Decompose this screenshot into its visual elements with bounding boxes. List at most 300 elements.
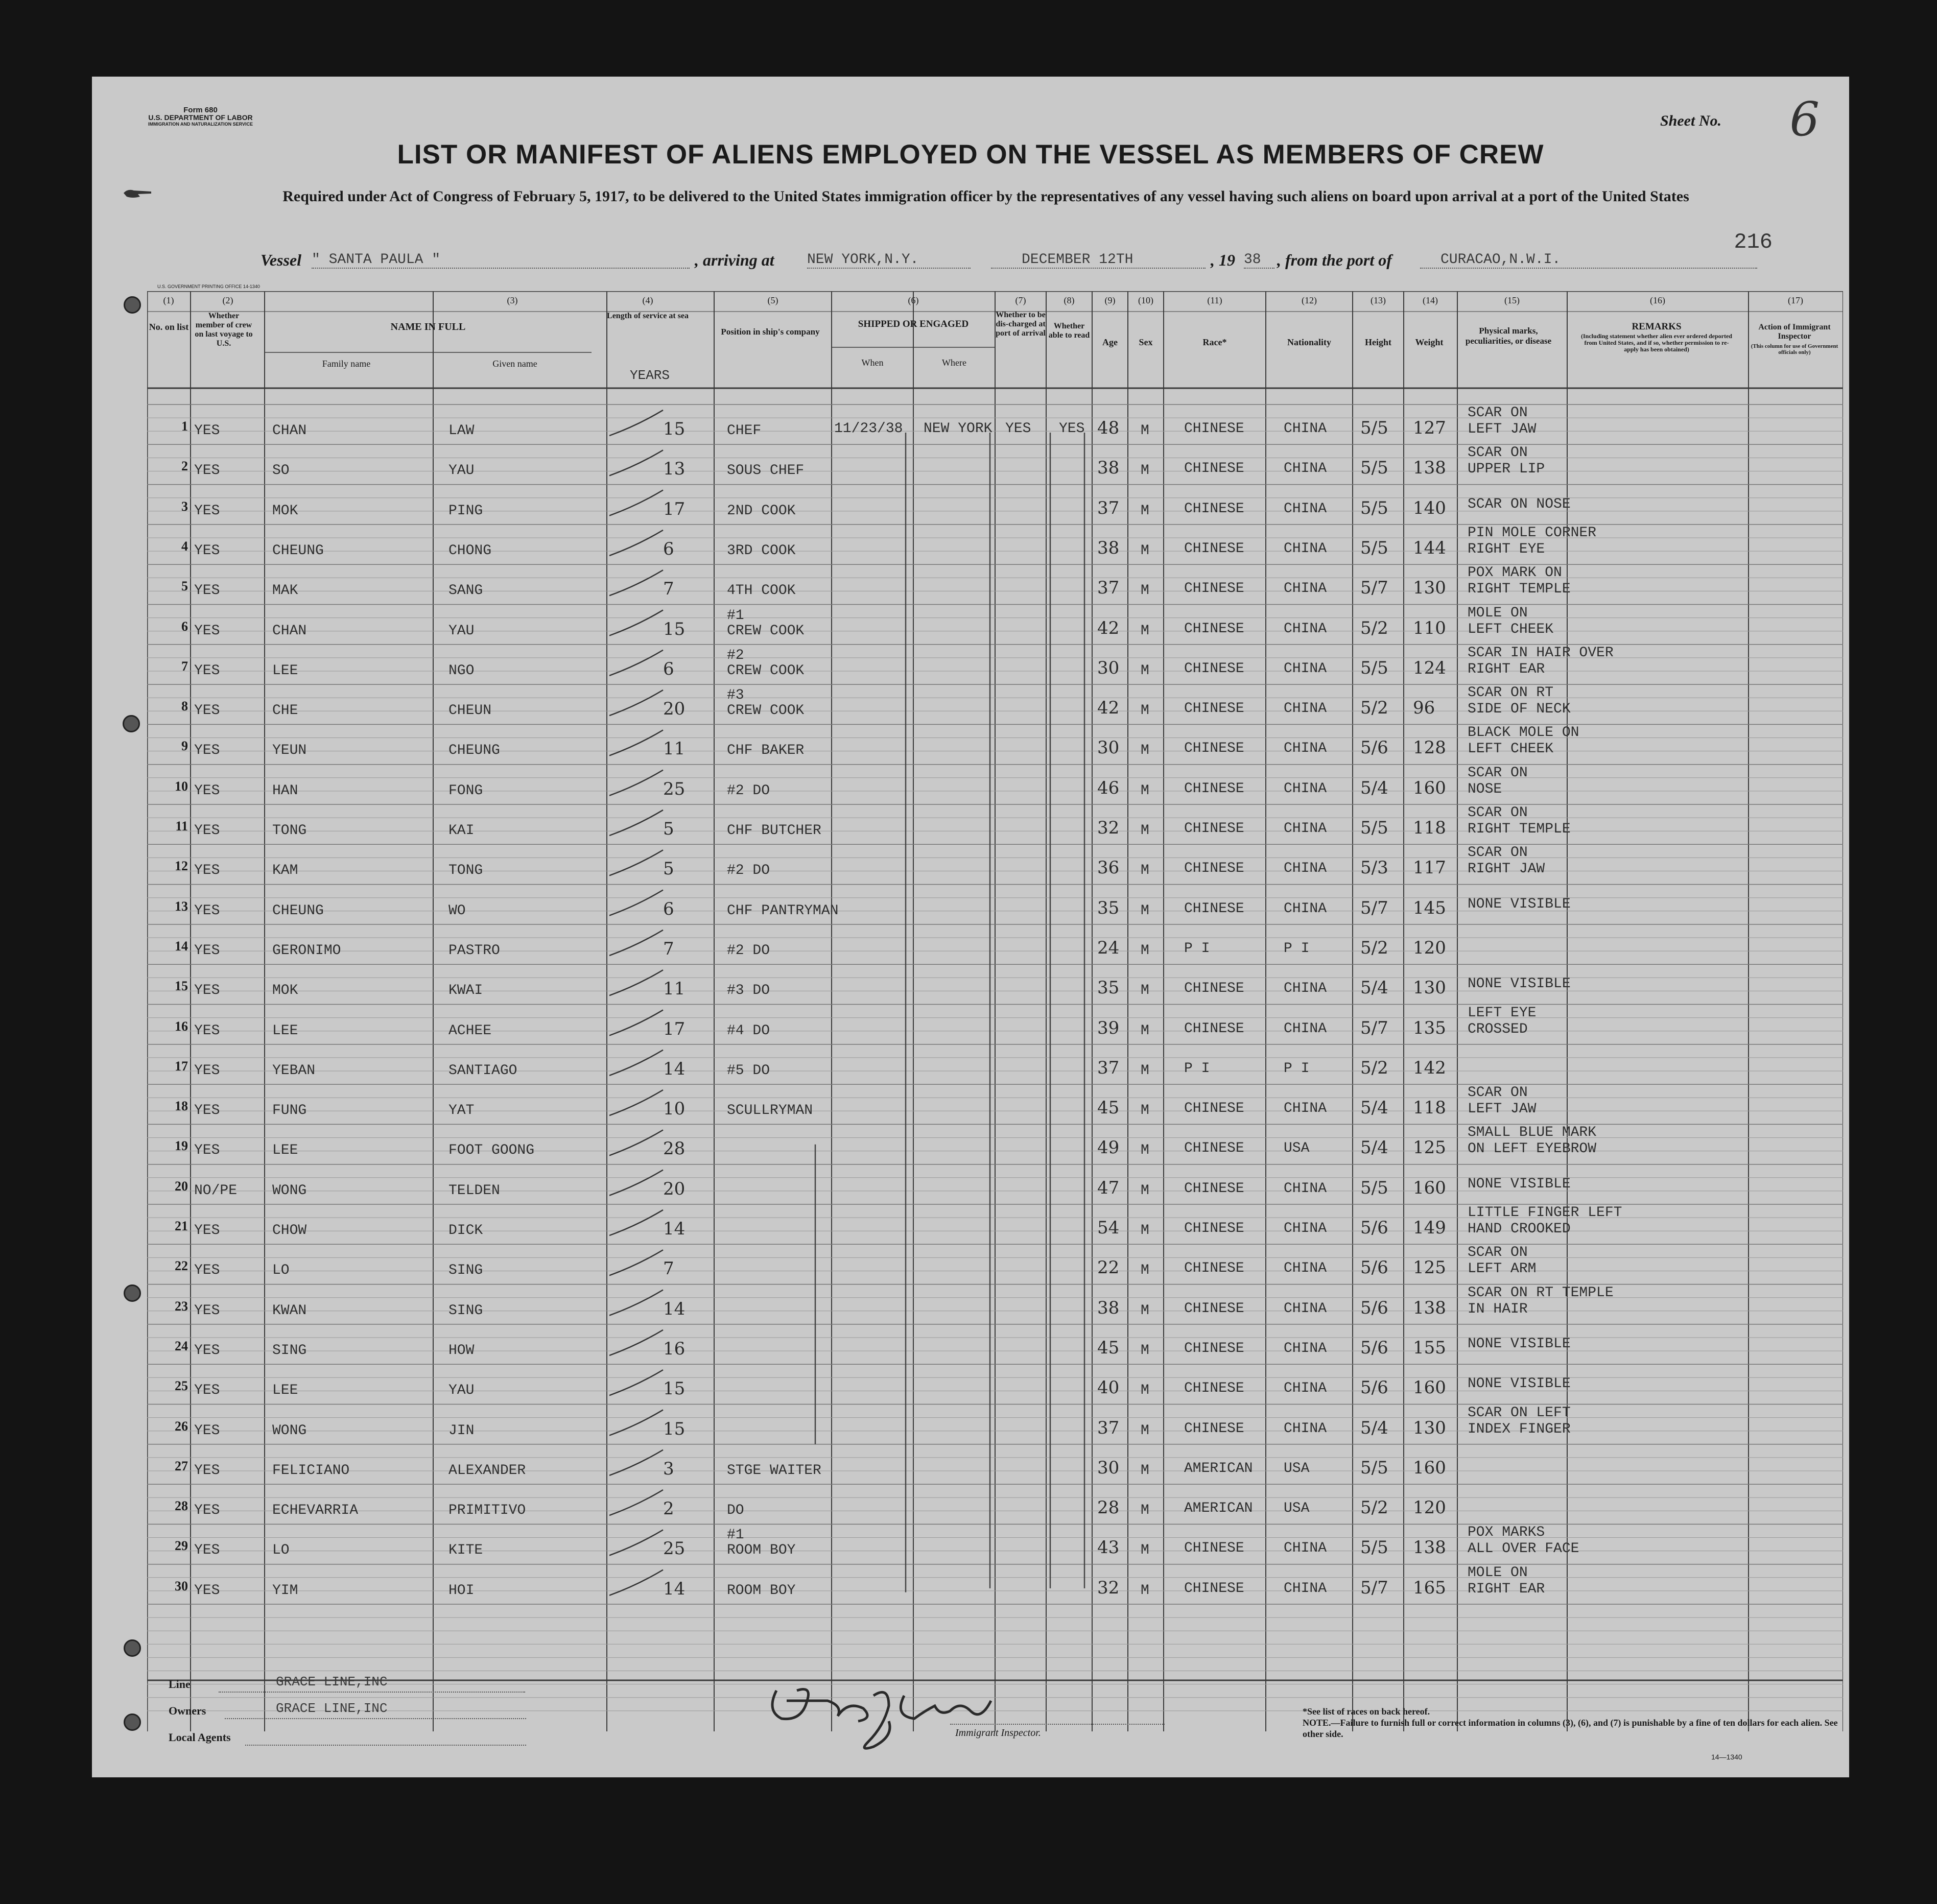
form-code: 14—1340 <box>1711 1753 1742 1761</box>
arrival-port: NEW YORK,N.Y. <box>807 252 971 269</box>
physical-marks: POX MARKS <box>1468 1525 1545 1541</box>
sex: M <box>1141 902 1149 919</box>
position: SCULLRYMAN <box>727 1103 813 1119</box>
age: 37 <box>1097 1417 1120 1438</box>
column-number: (10) <box>1138 295 1153 305</box>
physical-marks: LITTLE FINGER LEFT <box>1468 1205 1622 1221</box>
row-number: 10 <box>175 778 188 794</box>
physical-marks: MOLE ON <box>1468 1564 1528 1581</box>
race: CHINESE <box>1184 1140 1244 1157</box>
position: 4TH COOK <box>727 583 796 599</box>
nationality: CHINA <box>1284 1221 1327 1236</box>
height: 5/5 <box>1360 537 1388 558</box>
header-last-voyage: Whether member of crew on last voyage to U.S. <box>195 312 253 348</box>
column-number: (7) <box>1015 295 1026 305</box>
nationality: CHINA <box>1284 581 1327 597</box>
last-voyage: YES <box>194 662 220 679</box>
header-able-read: Whether able to read <box>1048 322 1090 340</box>
given-name: CHEUNG <box>448 743 500 759</box>
physical-marks: SCAR IN HAIR OVER <box>1468 645 1614 661</box>
given-name: HOI <box>448 1582 475 1599</box>
sex: M <box>1141 1302 1149 1319</box>
row-number: 11 <box>175 819 188 834</box>
physical-marks: PIN MOLE CORNER <box>1468 525 1597 541</box>
given-name: KITE <box>448 1542 483 1559</box>
sex: M <box>1141 542 1149 559</box>
race: P I <box>1184 1060 1210 1077</box>
last-voyage: YES <box>194 1582 220 1599</box>
race: CHINESE <box>1184 1381 1244 1397</box>
family-name: CHAN <box>272 423 307 439</box>
service-years: 14 <box>663 1219 686 1239</box>
sex: M <box>1141 1143 1149 1159</box>
weight: 144 <box>1413 537 1446 558</box>
given-name: SANG <box>448 583 483 599</box>
nationality: CHINA <box>1284 1580 1327 1597</box>
physical-marks: SCAR ON <box>1468 405 1528 421</box>
nationality: CHINA <box>1284 621 1327 637</box>
family-name: CHAN <box>272 623 307 639</box>
last-voyage: YES <box>194 823 220 839</box>
family-name: TONG <box>272 823 307 839</box>
age: 24 <box>1097 937 1120 958</box>
weight: 165 <box>1413 1577 1446 1598</box>
weight: 118 <box>1413 1098 1446 1118</box>
physical-marks: CROSSED <box>1468 1021 1528 1037</box>
manifest-sheet <box>92 77 1849 1777</box>
physical-marks: RIGHT TEMPLE <box>1468 581 1571 598</box>
age: 38 <box>1097 1297 1120 1318</box>
header-when: When <box>861 358 884 368</box>
physical-marks: SCAR ON <box>1468 445 1528 461</box>
last-voyage: YES <box>194 583 220 599</box>
age: 45 <box>1097 1098 1120 1118</box>
race: CHINESE <box>1184 1180 1244 1197</box>
service-years: 25 <box>663 1538 686 1559</box>
nationality: USA <box>1284 1501 1310 1517</box>
last-voyage: YES <box>194 542 220 559</box>
height: 5/5 <box>1360 1177 1388 1198</box>
given-name: SING <box>448 1302 483 1319</box>
department: U.S. DEPARTMENT OF LABOR <box>148 113 253 122</box>
weight: 130 <box>1413 578 1446 599</box>
age: 42 <box>1097 617 1120 638</box>
race: CHINESE <box>1184 621 1244 637</box>
reference-number: 216 <box>1734 230 1773 254</box>
position: DO <box>727 1503 744 1519</box>
nationality: P I <box>1284 940 1310 957</box>
weight: 125 <box>1413 1137 1446 1158</box>
race: CHINESE <box>1184 1300 1244 1317</box>
last-voyage: YES <box>194 1342 220 1359</box>
header-age: Age <box>1102 337 1118 347</box>
race: CHINESE <box>1184 1420 1244 1437</box>
given-name: LAW <box>448 423 475 439</box>
nationality: USA <box>1284 1460 1310 1477</box>
physical-marks: LEFT JAW <box>1468 421 1537 437</box>
height: 5/5 <box>1360 818 1388 838</box>
row-number: 21 <box>175 1219 188 1233</box>
discharged: YES <box>1005 421 1031 437</box>
nationality: CHINA <box>1284 1540 1327 1557</box>
weight: 160 <box>1413 777 1446 798</box>
family-name: WONG <box>272 1422 307 1439</box>
height: 5/2 <box>1360 937 1388 958</box>
footer-owners-value: GRACE LINE,INC <box>276 1701 388 1716</box>
service-years: 17 <box>663 1018 686 1039</box>
given-name: JIN <box>448 1422 475 1439</box>
family-name: MOK <box>272 983 298 999</box>
service-years: 5 <box>663 819 674 839</box>
row-number: 3 <box>181 498 188 514</box>
sex: M <box>1141 983 1149 999</box>
last-voyage: YES <box>194 1462 220 1479</box>
physical-marks: SCAR ON RT TEMPLE <box>1468 1284 1614 1301</box>
height: 5/6 <box>1360 1257 1388 1278</box>
position: CHF PANTRYMAN <box>727 902 839 919</box>
row-number: 27 <box>175 1458 188 1473</box>
height: 5/7 <box>1360 1577 1388 1598</box>
column-number: (5) <box>767 295 778 305</box>
given-name: FOOT GOONG <box>448 1143 535 1159</box>
family-name: KWAN <box>272 1302 307 1319</box>
race: CHINESE <box>1184 1340 1244 1356</box>
age: 37 <box>1097 497 1120 518</box>
last-voyage: YES <box>194 1542 220 1559</box>
height: 5/4 <box>1360 1417 1388 1438</box>
position: ROOM BOY <box>727 1542 796 1559</box>
footer-agents-rule <box>245 1745 526 1746</box>
given-name: SING <box>448 1263 483 1279</box>
family-name: WONG <box>272 1182 307 1199</box>
age: 42 <box>1097 698 1120 719</box>
last-voyage: YES <box>194 743 220 759</box>
family-name: MOK <box>272 503 298 519</box>
sex: M <box>1141 782 1149 799</box>
sex: M <box>1141 942 1149 959</box>
position-number: #3 <box>727 687 744 704</box>
sex: M <box>1141 463 1149 479</box>
column-number: (4) <box>642 295 653 305</box>
header-years: YEARS <box>630 368 670 383</box>
nationality: CHINA <box>1284 780 1327 797</box>
position: #2 DO <box>727 863 770 879</box>
family-name: YEUN <box>272 743 307 759</box>
column-number: (12) <box>1302 295 1317 305</box>
weight: 160 <box>1413 1177 1446 1198</box>
row-number: 17 <box>175 1058 188 1074</box>
given-name: YAU <box>448 463 475 479</box>
nationality: CHINA <box>1284 1180 1327 1197</box>
position-number: #1 <box>727 1527 744 1543</box>
weight: 127 <box>1413 418 1446 438</box>
given-name: WO <box>448 902 466 919</box>
physical-marks: SCAR ON RT <box>1468 685 1554 701</box>
height: 5/5 <box>1360 1457 1388 1478</box>
footer-owners-rule <box>225 1718 526 1719</box>
header-nationality: Nationality <box>1287 337 1331 347</box>
age: 30 <box>1097 657 1120 678</box>
physical-marks: LEFT CHEEK <box>1468 741 1554 757</box>
last-voyage: YES <box>194 1143 220 1159</box>
service-years: 10 <box>663 1099 686 1120</box>
race: CHINESE <box>1184 780 1244 797</box>
age: 43 <box>1097 1537 1120 1558</box>
sheet-number-label: Sheet No. <box>1660 112 1721 129</box>
nationality: CHINA <box>1284 821 1327 837</box>
weight: 135 <box>1413 1017 1446 1038</box>
service-years: 7 <box>663 579 674 600</box>
weight: 160 <box>1413 1457 1446 1478</box>
row-number: 4 <box>181 538 188 554</box>
race: CHINESE <box>1184 660 1244 677</box>
position: CREW COOK <box>727 703 805 719</box>
vessel-label: Vessel <box>261 251 301 269</box>
sex: M <box>1141 743 1149 759</box>
nationality: CHINA <box>1284 1420 1327 1437</box>
physical-marks: SCAR ON <box>1468 805 1528 821</box>
footer-note <box>1303 1706 1839 1740</box>
header-action: Action of Immigrant Inspector <box>1758 323 1831 341</box>
given-name: TONG <box>448 863 483 879</box>
race: CHINESE <box>1184 1540 1244 1557</box>
last-voyage: YES <box>194 1263 220 1279</box>
weight: 142 <box>1413 1057 1446 1078</box>
family-name: CHOW <box>272 1223 307 1239</box>
height: 5/5 <box>1360 657 1388 678</box>
race: CHINESE <box>1184 981 1244 997</box>
physical-marks: SCAR ON NOSE <box>1468 496 1571 512</box>
physical-marks: SCAR ON <box>1468 1085 1528 1101</box>
given-name: YAT <box>448 1103 475 1119</box>
height: 5/2 <box>1360 698 1388 719</box>
weight: 96 <box>1413 698 1435 719</box>
footer-line-value: GRACE LINE,INC <box>276 1674 388 1689</box>
given-name: HOW <box>448 1342 475 1359</box>
column-number: (6) <box>908 295 919 305</box>
age: 54 <box>1097 1218 1120 1238</box>
age: 28 <box>1097 1497 1120 1518</box>
note-text: NOTE.—Failure to furnish full or correct information in columns (3), (6), and (7) is punishable by a fine of ten dollars for each alien. See other side. <box>1303 1718 1838 1739</box>
sex: M <box>1141 823 1149 839</box>
nationality: CHINA <box>1284 421 1327 437</box>
arrival-date: DECEMBER 12TH <box>991 252 1206 269</box>
row-number: 2 <box>181 459 188 474</box>
height: 5/4 <box>1360 1137 1388 1158</box>
footer-line-label: Line <box>169 1678 191 1691</box>
service-years: 3 <box>663 1458 674 1479</box>
family-name: FELICIANO <box>272 1462 350 1479</box>
column-number: (17) <box>1788 295 1803 305</box>
age: 45 <box>1097 1337 1120 1358</box>
family-name: CHEUNG <box>272 542 324 559</box>
given-name: CHONG <box>448 542 492 559</box>
inspector-signature <box>756 1670 1011 1757</box>
nationality: CHINA <box>1284 1260 1327 1277</box>
family-name: SO <box>272 463 290 479</box>
family-name: LEE <box>272 662 298 679</box>
family-name: LEE <box>272 1022 298 1039</box>
last-voyage: YES <box>194 902 220 919</box>
service-years: 15 <box>663 419 686 439</box>
arrival-year: 38 <box>1244 252 1274 269</box>
weight: 145 <box>1413 897 1446 918</box>
physical-marks: SIDE OF NECK <box>1468 701 1571 718</box>
sex: M <box>1141 1422 1149 1439</box>
shipped-when: 11/23/38 <box>834 421 903 437</box>
row-number: 13 <box>175 898 188 914</box>
height: 5/7 <box>1360 897 1388 918</box>
last-voyage: YES <box>194 983 220 999</box>
position: CREW COOK <box>727 662 805 679</box>
vessel-name: " SANTA PAULA " <box>312 252 690 269</box>
physical-marks: MOLE ON <box>1468 605 1528 621</box>
row-number: 5 <box>181 579 188 594</box>
physical-marks: SMALL BLUE MARK <box>1468 1125 1597 1141</box>
row-number: 15 <box>175 979 188 994</box>
race: CHINESE <box>1184 1221 1244 1236</box>
race: CHINESE <box>1184 581 1244 597</box>
height: 5/5 <box>1360 458 1388 479</box>
last-voyage: YES <box>194 463 220 479</box>
row-number: 14 <box>175 938 188 954</box>
family-name: ECHEVARRIA <box>272 1503 359 1519</box>
height: 5/5 <box>1360 1537 1388 1558</box>
physical-marks: RIGHT JAW <box>1468 861 1545 877</box>
last-voyage: YES <box>194 1383 220 1399</box>
age: 22 <box>1097 1257 1120 1278</box>
column-number: (16) <box>1650 295 1665 305</box>
service-years: 11 <box>663 979 686 999</box>
row-number: 28 <box>175 1498 188 1514</box>
weight: 138 <box>1413 1537 1446 1558</box>
service-years: 15 <box>663 1418 686 1439</box>
position: CHEF <box>727 423 762 439</box>
last-voyage: YES <box>194 703 220 719</box>
row-number: 20 <box>175 1178 188 1194</box>
height: 5/6 <box>1360 1377 1388 1398</box>
sex: M <box>1141 1503 1149 1519</box>
year-prefix: , 19 <box>1211 251 1235 269</box>
last-voyage: YES <box>194 423 220 439</box>
header-race: Race* <box>1202 337 1227 347</box>
height: 5/2 <box>1360 1497 1388 1518</box>
family-name: LO <box>272 1542 290 1559</box>
header-name-in-full: NAME IN FULL <box>390 321 466 332</box>
last-voyage: YES <box>194 942 220 959</box>
race: CHINESE <box>1184 1260 1244 1277</box>
physical-marks: IN HAIR <box>1468 1301 1528 1317</box>
weight: 120 <box>1413 1497 1446 1518</box>
service: IMMIGRATION AND NATURALIZATION SERVICE <box>148 122 253 127</box>
physical-marks: ON LEFT EYEBROW <box>1468 1141 1597 1157</box>
column-number: (11) <box>1207 295 1222 305</box>
weight: 155 <box>1413 1337 1446 1358</box>
physical-marks: POX MARK ON <box>1468 565 1562 581</box>
physical-marks: LEFT ARM <box>1468 1261 1537 1277</box>
age: 36 <box>1097 858 1120 878</box>
age: 38 <box>1097 537 1120 558</box>
height: 5/3 <box>1360 858 1388 878</box>
position: SOUS CHEF <box>727 463 805 479</box>
given-name: NGO <box>448 662 475 679</box>
given-name: PING <box>448 503 483 519</box>
column-number: (8) <box>1064 295 1075 305</box>
nationality: CHINA <box>1284 660 1327 677</box>
physical-marks: RIGHT TEMPLE <box>1468 821 1571 837</box>
header-where: Where <box>942 358 966 368</box>
row-number: 16 <box>175 1018 188 1034</box>
column-number: (3) <box>507 295 518 305</box>
service-years: 7 <box>663 1258 674 1279</box>
family-name: KAM <box>272 863 298 879</box>
nationality: CHINA <box>1284 1300 1327 1317</box>
given-name: YAU <box>448 623 475 639</box>
column-number: (2) <box>222 295 233 305</box>
last-voyage: YES <box>194 503 220 519</box>
from-port-label: , from the port of <box>1277 251 1392 269</box>
given-name: YAU <box>448 1383 475 1399</box>
row-number: 8 <box>181 699 188 714</box>
footer-agents-label: Local Agents <box>169 1731 231 1744</box>
height: 5/5 <box>1360 497 1388 518</box>
physical-marks: NOSE <box>1468 781 1502 797</box>
row-number: 22 <box>175 1258 188 1274</box>
last-voyage: YES <box>194 623 220 639</box>
note-races: *See list of races on back hereof. <box>1303 1706 1430 1717</box>
weight: 130 <box>1413 978 1446 998</box>
header-family-name: Family name <box>322 359 371 369</box>
family-name: HAN <box>272 782 298 799</box>
age: 35 <box>1097 897 1120 918</box>
row-number: 6 <box>181 618 188 634</box>
age: 32 <box>1097 818 1120 838</box>
inspector-rule <box>950 1724 1165 1725</box>
service-years: 14 <box>663 1578 686 1599</box>
sex: M <box>1141 1383 1149 1399</box>
service-years: 20 <box>663 699 686 720</box>
physical-marks: RIGHT EAR <box>1468 661 1545 677</box>
given-name: TELDEN <box>448 1182 500 1199</box>
row-number: 9 <box>181 739 188 754</box>
sex: M <box>1141 1542 1149 1559</box>
family-name: LO <box>272 1263 290 1279</box>
family-name: MAK <box>272 583 298 599</box>
sex: M <box>1141 703 1149 719</box>
physical-marks: SCAR ON <box>1468 1245 1528 1261</box>
header-sex: Sex <box>1139 337 1153 347</box>
family-name: YEBAN <box>272 1062 316 1079</box>
height: 5/7 <box>1360 1017 1388 1038</box>
age: 40 <box>1097 1377 1120 1398</box>
nationality: CHINA <box>1284 501 1327 517</box>
physical-marks: RIGHT EAR <box>1468 1581 1545 1597</box>
position: #3 DO <box>727 983 770 999</box>
physical-marks: BLACK MOLE ON <box>1468 725 1579 741</box>
race: CHINESE <box>1184 1020 1244 1037</box>
sex: M <box>1141 662 1149 679</box>
height: 5/6 <box>1360 1337 1388 1358</box>
weight: 130 <box>1413 1417 1446 1438</box>
sex: M <box>1141 1582 1149 1599</box>
weight: 120 <box>1413 937 1446 958</box>
last-voyage: YES <box>194 1302 220 1319</box>
sex: M <box>1141 1182 1149 1199</box>
position-number: #1 <box>727 607 744 624</box>
weight: 118 <box>1413 818 1446 838</box>
physical-marks: UPPER LIP <box>1468 461 1545 478</box>
sex: M <box>1141 1462 1149 1479</box>
